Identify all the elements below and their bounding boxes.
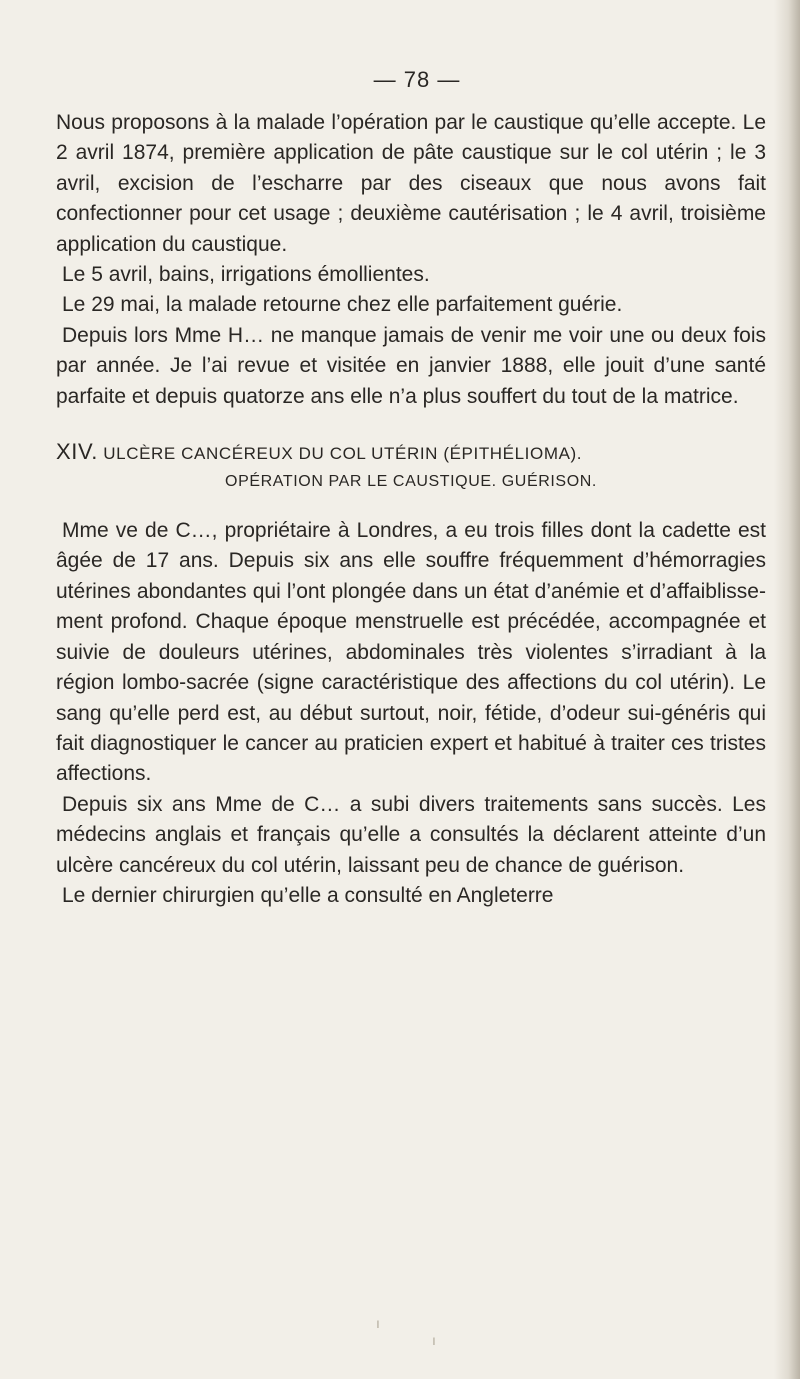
paragraph-followup: Depuis lors Mme H… ne manque jamais de venir me voir une ou deux fois par année. Je l’ai revue et visitée en janvier 1888, elle jouit d’une santé parfaite et depuis quatorze ans elle n’a plus souffert du tout de la matrice.	[56, 323, 766, 408]
paragraph-last-surgeon: Le dernier chirurgien qu’elle a consulté en Angleterre	[62, 883, 554, 907]
page-text	[56, 62, 766, 911]
page-number: — 78 —	[373, 67, 461, 92]
paragraph-treatments: Depuis six ans Mme de C… a subi divers traitements sans succès. Les médecins anglais et français qu’elle a consultés la déclarent atteinte d’un ulcère cancéreux du col utérin, laissant peu de chance de guérison.	[56, 792, 766, 877]
section-number: XIV.	[56, 439, 98, 465]
stray-mark: ı	[376, 1315, 380, 1331]
section-title-line2: OPÉRATION PAR LE CAUSTIQUE. GUÉRISON.	[225, 473, 597, 491]
paragraph-april-5: Le 5 avril, bains, irrigations émollientes.	[62, 263, 430, 287]
stray-mark: ı	[432, 1332, 436, 1348]
paragraph-case-history: Mme ve de C…, propriétaire à Londres, a eu trois filles dont la cadette est âgée de 17 ans. Depuis six ans elle souffre fréquemment d’hémorragies utérines abondantes qui l’ont plongée dans un état d’anémie et d’affaiblissement profond. Chaque époque menstruelle est précédée, accompagnée et suivie de douleurs utérines, abdominales très violentes s’irradiant à la région lombo-sacrée (signe caractéristique des affections du col utérin). Le sang qu’elle perd est, au début surtout, noir, fétide, d’odeur sui-généris qui fait diagnostiquer le cancer au praticien expert et habitué à traiter ces tristes affections.	[56, 519, 766, 786]
paragraph-may-29: Le 29 mai, la malade retourne chez elle parfaitement guérie.	[62, 293, 623, 317]
paragraph-operation: Nous proposons à la malade l’opération par le caustique qu’elle accepte. Le 2 avril 1874, première application de pâte caustique sur le col utérin ; le 3 avril, excision de l’escharre par des ciseaux que nous avons fait confectionner pour cet usage ; deuxième cautérisation ; le 4 avril, troisième application du caustique.	[56, 111, 766, 256]
section-title-line1: ULCÈRE CANCÉREUX DU COL UTÉRIN (ÉPITHÉLIOMA).	[103, 444, 583, 464]
section-heading	[56, 438, 766, 468]
page-edge-shadow	[774, 0, 800, 1379]
